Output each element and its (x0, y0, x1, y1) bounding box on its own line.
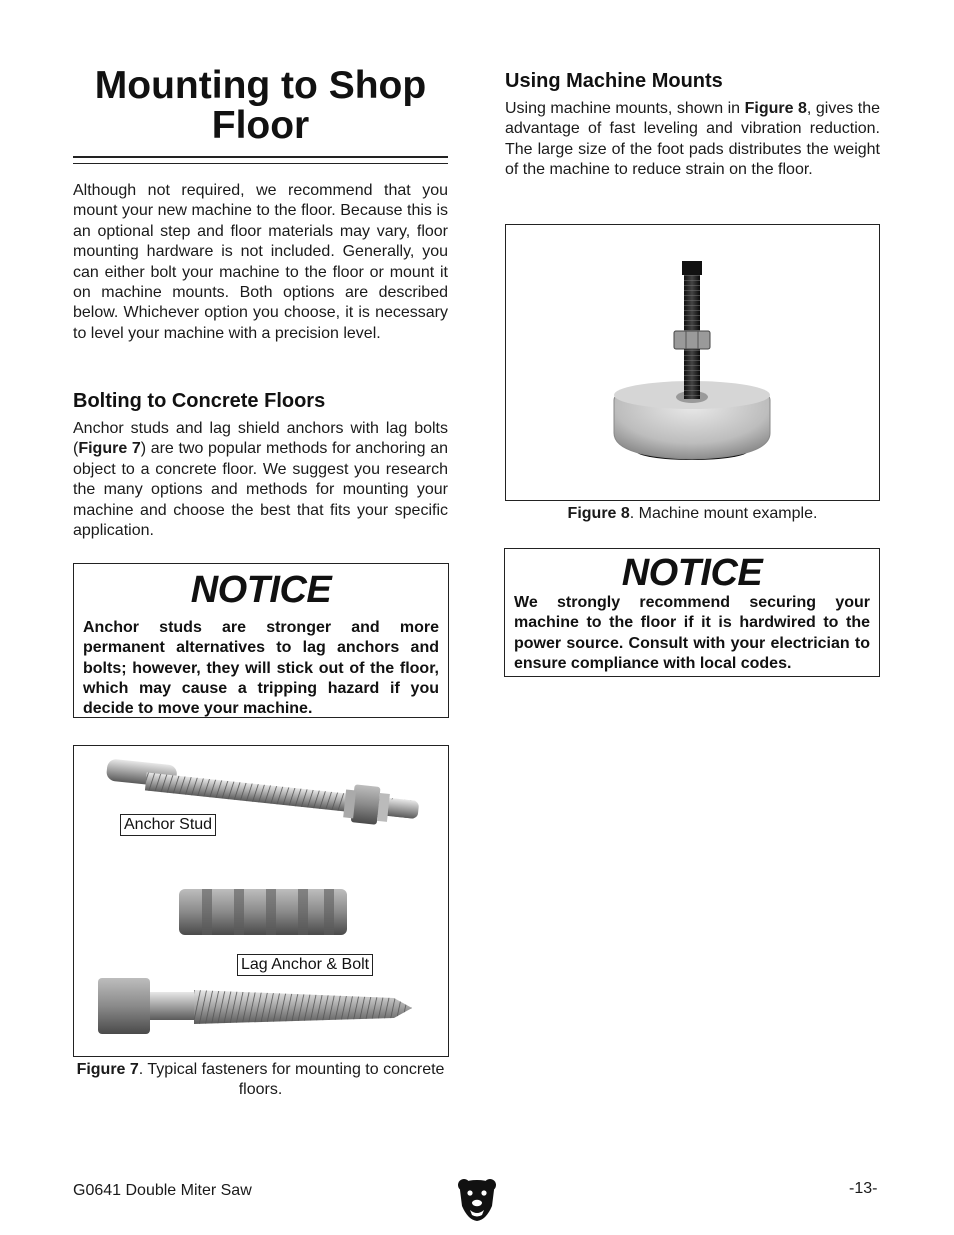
mounts-text-2: , gives the advantage of fast leveling and vibration reduction. The large size of the foot pads distributes the weight of the machine to reduce strain on the floor. (505, 100, 880, 179)
figure7-caption-text: . Typical fasteners for mounting to concrete floors. (138, 1061, 445, 1098)
figure7-ref: Figure 7 (78, 440, 141, 458)
footer-model: G0641 Double Miter Saw (73, 1182, 252, 1199)
notice-box-right (504, 548, 880, 677)
figure7-caption (73, 1060, 448, 1100)
footer-page-number: -13- (849, 1180, 878, 1197)
lag-bolt-image (98, 978, 412, 1034)
notice-text-left: Anchor studs are stronger and more permanent alternatives to lag anchors and bolts; however, they will stick out of the floor, which may cause a tripping hazard if you decide to move your machine. (83, 619, 439, 718)
figure8-ref: Figure 8 (744, 100, 807, 117)
figure7-box (73, 745, 449, 1057)
bolting-paragraph (73, 419, 448, 541)
mounts-section (505, 70, 880, 181)
intro-section (73, 181, 448, 344)
notice-box-left (73, 563, 449, 718)
bolting-text-2: ) are two popular methods for anchoring an object to a concrete floor. We suggest you research the many options and methods for mounting your machine and choose the best that fits your specific application. (73, 440, 449, 540)
mounts-heading: Using Machine Mounts (505, 70, 723, 92)
figure7-caption-label: Figure 7 (76, 1061, 139, 1078)
mounts-text-1: Using machine mounts, shown in (505, 100, 745, 117)
bolting-heading: Bolting to Concrete Floors (73, 390, 326, 412)
title-rule-thick (73, 156, 448, 158)
figure8-caption-text: . Machine mount example. (629, 505, 818, 522)
bolting-text-1: Anchor studs and lag shield anchors with lag bolts ( (73, 420, 448, 458)
bolting-section (73, 390, 448, 541)
page-title: Mounting to Shop Floor (94, 64, 427, 147)
notice-heading-right: NOTICE (621, 552, 763, 594)
title-rule-thin (73, 163, 448, 164)
notice-text-right: We strongly recommend securing your machine to the floor if it is hardwired to the power source. Consult with your electrician to ensure compliance with local codes. (514, 594, 870, 672)
figure8-caption-label: Figure 8 (567, 505, 630, 522)
callout-anchor-stud: Anchor Stud (120, 814, 216, 836)
machine-mount-illustration (506, 225, 878, 499)
callout-lag-anchor: Lag Anchor & Bolt (237, 954, 373, 976)
figure8-box (505, 224, 880, 501)
fastener-illustration (74, 746, 447, 1055)
lag-anchor-image (179, 889, 347, 935)
notice-heading-left: NOTICE (190, 569, 332, 611)
machine-mount-image (614, 261, 770, 460)
mounts-paragraph (505, 99, 880, 181)
intro-paragraph: Although not required, we recommend that you mount your new machine to the floor. Because this is an optional step and floor materials may vary, floor mounting hardware is not included. Generally, you can either bolt your machine to the floor or mount it on machine mounts. Both options are described below. Whichever option you choose, it is necessary to level your machine with a precision level. (73, 182, 448, 342)
bear-head-logo-icon (456, 1176, 498, 1222)
figure8-caption (505, 504, 880, 524)
